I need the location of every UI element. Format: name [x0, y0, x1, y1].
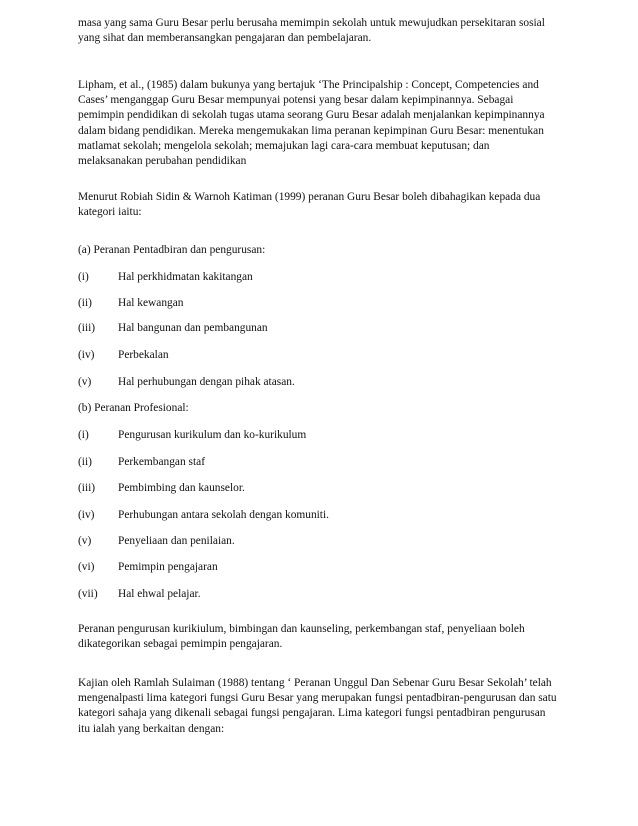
list-item-text: Hal perhubungan dengan pihak atasan.: [118, 376, 295, 388]
paragraph-line: kategori sahaja yang dikenali sebagai fungsi pengajaran. Lima kategori fungsi pentadbiran pengurusan: [78, 707, 546, 720]
list-item-number: (ii): [78, 456, 92, 468]
list-item-text: Hal ehwal pelajar.: [118, 588, 201, 600]
paragraph-line: pemimpin pendidikan di sekolah tugas utama seorang Guru Besar adalah menjalankan kepimpinannya: [78, 109, 545, 122]
list-item-text: Hal perkhidmatan kakitangan: [118, 271, 253, 283]
list-item-text: Hal bangunan dan pembangunan: [118, 322, 268, 334]
list-item-number: (iii): [78, 322, 96, 334]
list-item-text: Penyeliaan dan penilaian.: [118, 535, 235, 547]
section-b-heading: (b) Peranan Profesional:: [78, 402, 189, 414]
paragraph-line: Menurut Robiah Sidin & Warnoh Katiman (1999) peranan Guru Besar boleh dibahagikan kepada dua: [78, 191, 541, 203]
paragraph-line: Lipham, et al., (1985) dalam bukunya yang bertajuk ‘The Principalship : Concept, Competencies and: [78, 79, 539, 91]
list-item-number: (iv): [78, 349, 95, 361]
list-item-number: (ii): [78, 297, 92, 309]
paragraph-line: matlamat sekolah; mengelola sekolah; memajukan lagi cara-cara membuat keputusan; dan: [78, 139, 490, 152]
list-item-number: (v): [78, 376, 92, 388]
paragraph-line: Cases’ menganggap Guru Besar mempunyai potensi yang besar dalam kepimpinannya. Sebagai: [78, 94, 514, 107]
section-a-heading: (a) Peranan Pentadbiran dan pengurusan:: [78, 244, 266, 256]
list-item-text: Perhubungan antara sekolah dengan komuniti.: [118, 509, 329, 521]
paragraph-1: [78, 16, 566, 46]
list-item-text: Perbekalan: [118, 349, 169, 361]
list-item-number: (vii): [78, 588, 98, 600]
paragraph-line: Peranan pengurusan kurikiulum, bimbingan dan kaunseling, perkembangan staf, penyeliaan boleh: [78, 623, 525, 635]
paragraph-line: mengenalpasti lima kategori fungsi Guru Besar yang merupakan fungsi pentadbiran-pengurusan dan satu: [78, 692, 557, 705]
paragraph-line: kategori iaitu:: [78, 206, 142, 219]
paragraph-3: [78, 190, 566, 220]
paragraph-line: melaksanakan perubahan pendidikan: [78, 155, 247, 168]
paragraph-line: itu ialah yang berkaitan dengan:: [78, 722, 225, 735]
paragraph-line: Kajian oleh Ramlah Sulaiman (1988) tentang ‘ Peranan Unggul Dan Sebenar Guru Besar Sekolah’ telah: [78, 677, 552, 689]
paragraph-line: yang sihat dan memberansangkan pengajaran dan pembelajaran.: [78, 32, 372, 45]
paragraph-5: [78, 676, 566, 737]
list-item-text: Hal kewangan: [118, 297, 184, 309]
list-item-number: (iv): [78, 509, 95, 521]
paragraph-line: dikategorikan sebagai pemimpin pengajaran.: [78, 638, 283, 651]
list-item-text: Perkembangan staf: [118, 456, 205, 468]
paragraph-line: masa yang sama Guru Besar perlu berusaha memimpin sekolah untuk mewujudkan persekitaran sosial: [78, 17, 545, 29]
paragraph-4: [78, 622, 566, 652]
list-item-number: (i): [78, 271, 89, 283]
list-item-number: (v): [78, 535, 92, 547]
list-item-text: Pembimbing dan kaunselor.: [118, 482, 245, 494]
list-item-number: (vi): [78, 561, 95, 573]
list-item-text: Pemimpin pengajaran: [118, 561, 218, 573]
list-item-number: (i): [78, 429, 89, 441]
list-item-number: (iii): [78, 482, 96, 494]
list-item-text: Pengurusan kurikulum dan ko-kurikulum: [118, 429, 307, 441]
paragraph-line: dalam bidang pendidikan. Mereka mengemukakan lima peranan kepimpinan Guru Besar: menentukan: [78, 124, 544, 137]
paragraph-2: [78, 78, 566, 169]
